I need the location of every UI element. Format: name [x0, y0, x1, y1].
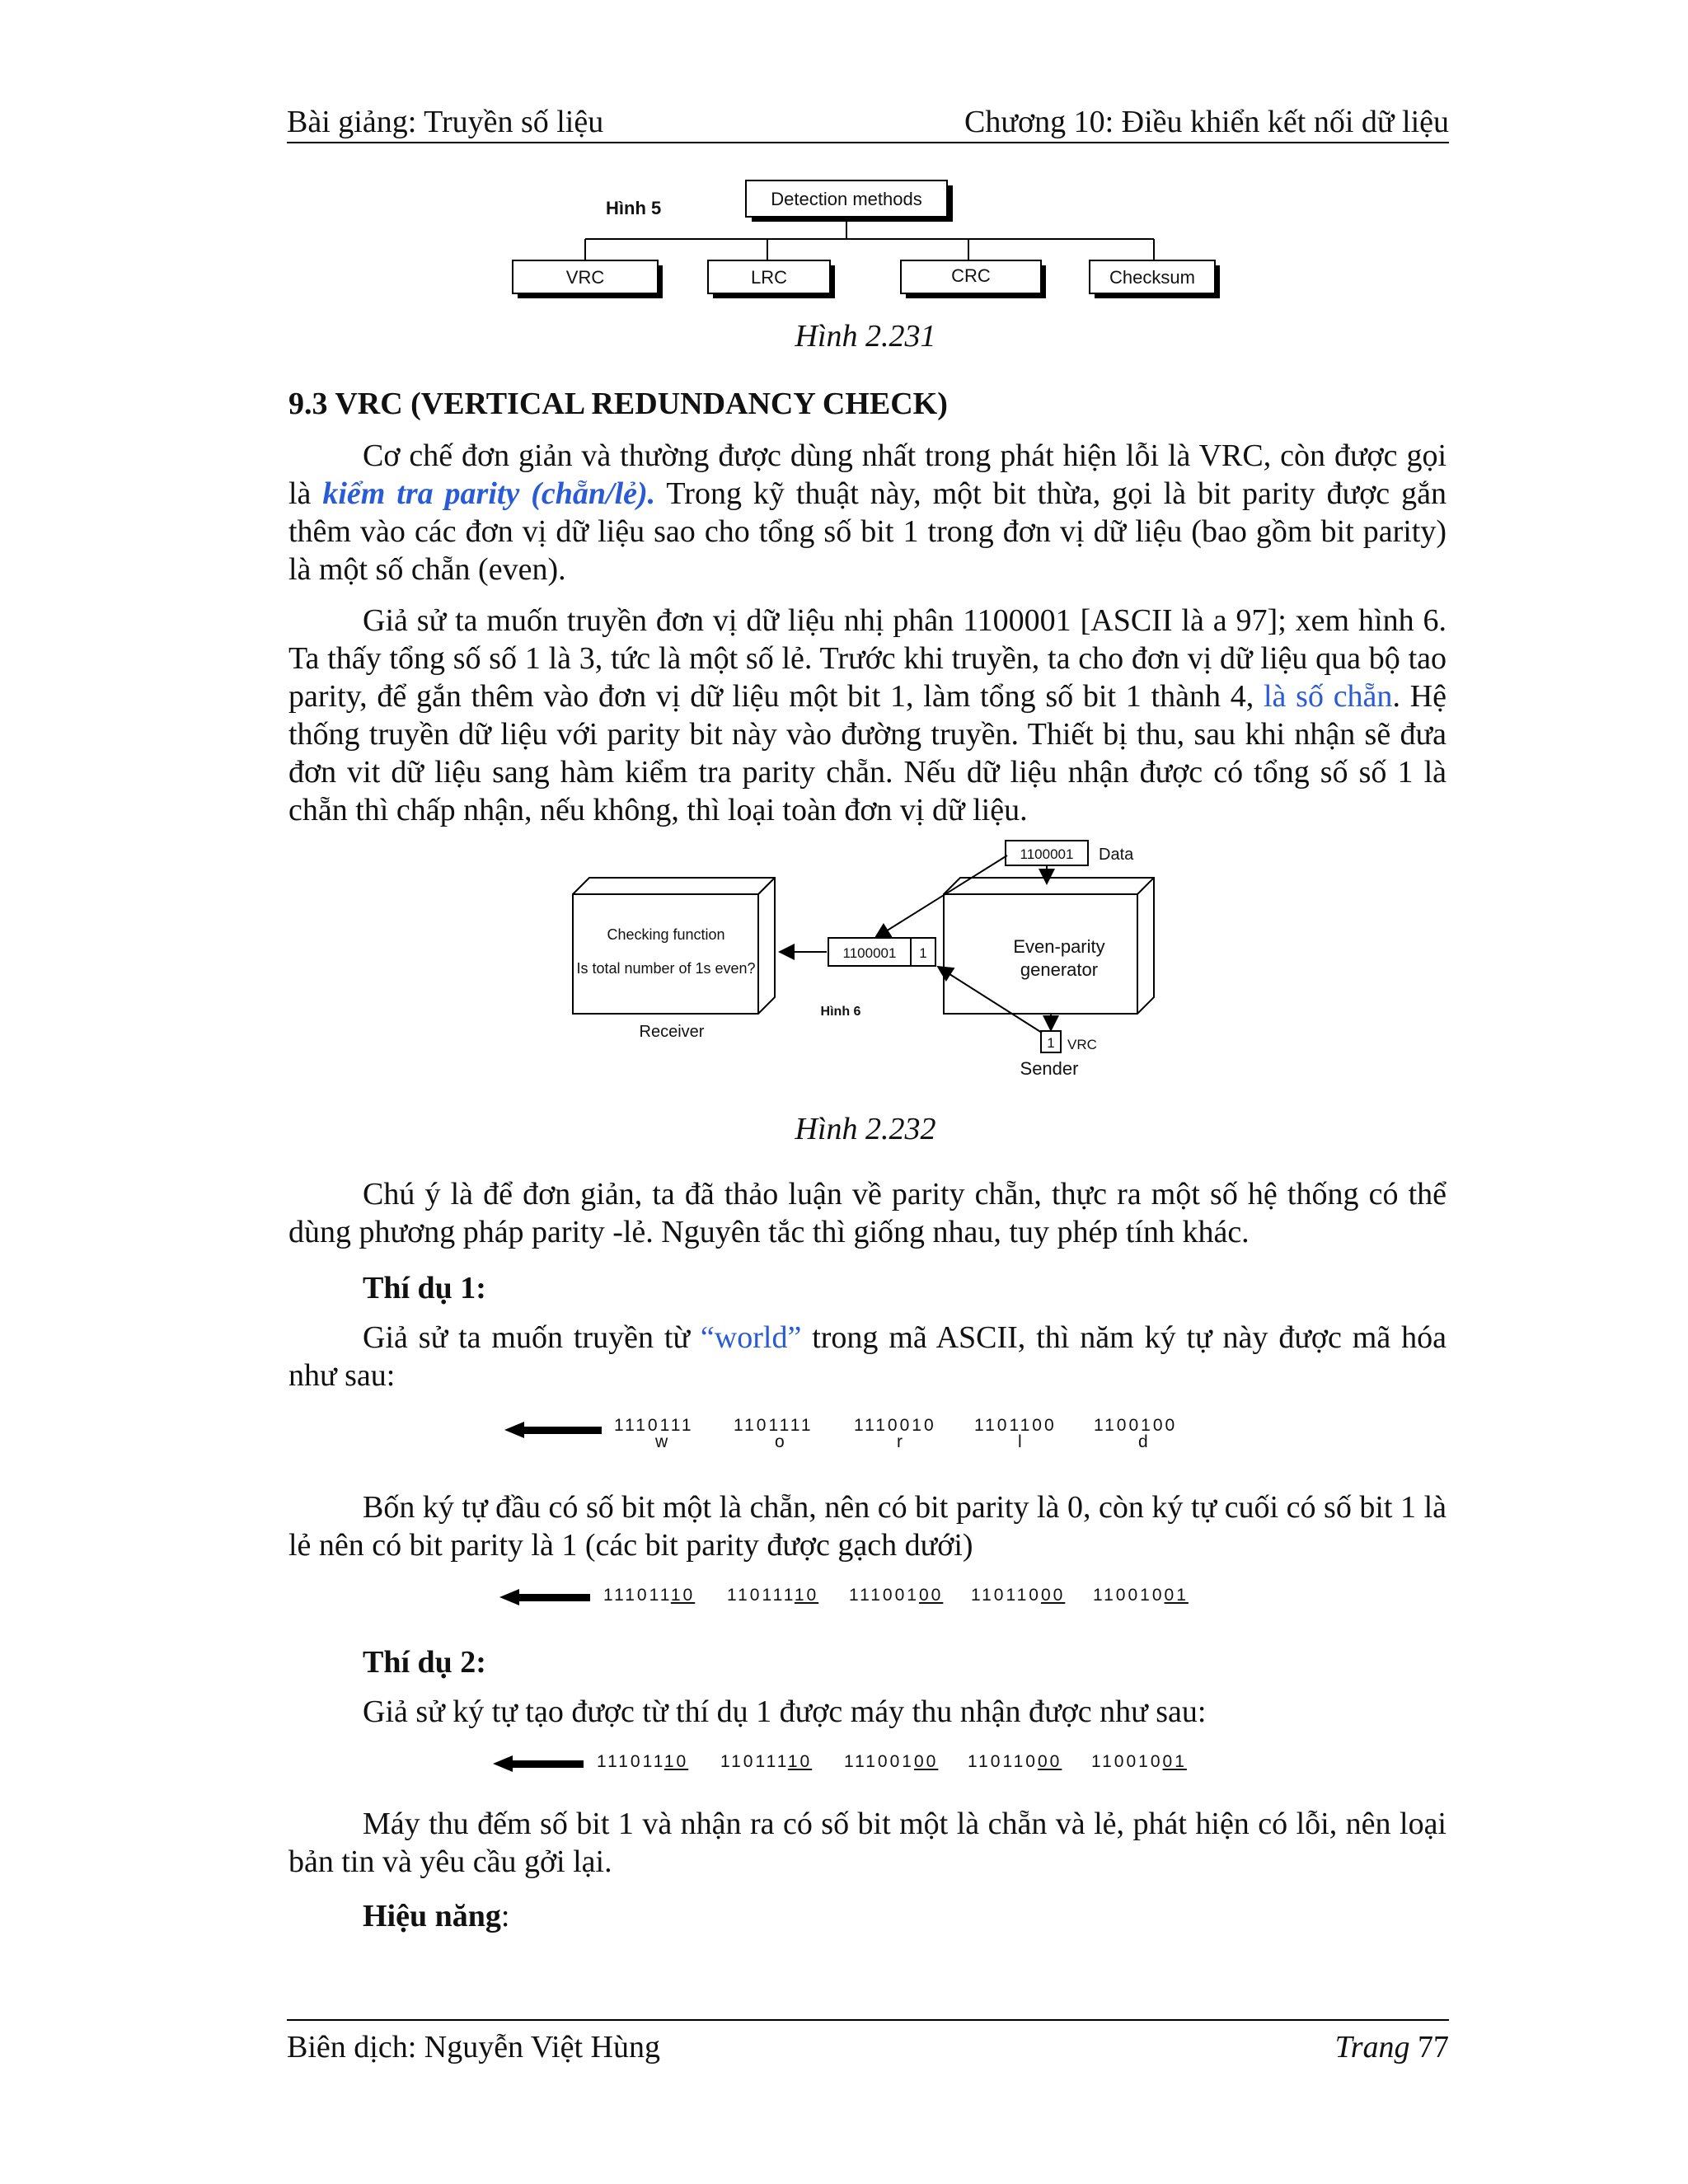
paragraph-error-detected: Máy thu đếm số bit 1 và nhận ra có số bit một là chẵn và lẻ, phát hiện có lỗi, nên loại bản tin và yêu cầu gởi lại. [288, 1807, 1447, 1879]
header-course: Bài giảng: Truyền số liệu [287, 105, 604, 139]
child-crc [901, 260, 1046, 298]
generator-line1: Even-parity [1013, 936, 1105, 957]
arrow-bar [508, 1760, 584, 1768]
footer-translator: Biên dịch: Nguyễn Việt Hùng [287, 2030, 660, 2064]
figure-6-caption: Hình 2.232 [795, 1112, 936, 1146]
code-row-3: 11101110 11011110 11100100 11011000 11001001 [597, 1752, 1187, 1771]
header-chapter: Chương 10: Điều khiển kết nối dữ liệu [964, 105, 1449, 139]
vrc-bit: 1 [1047, 1035, 1055, 1051]
data-value: 1100001 [1020, 846, 1074, 862]
receiver-label: Receiver [639, 1023, 705, 1041]
child-lrc [708, 260, 835, 298]
vrc-label: VRC [1067, 1037, 1097, 1052]
svg-text:LRC: LRC [750, 267, 788, 288]
data-label: Data [1099, 846, 1134, 864]
child-vrc [513, 260, 663, 298]
figure-5-caption: Hình 2.231 [795, 319, 936, 354]
code-l: 1101100 [974, 1416, 1057, 1435]
char-r: r [897, 1432, 905, 1451]
figure-6-diagram [569, 832, 1179, 1088]
footer-page-number: Trang 77 [1334, 2030, 1449, 2064]
svg-text:VRC: VRC [565, 267, 605, 288]
arrow-bar [519, 1427, 602, 1434]
example-2-title: Thí dụ 2: [363, 1645, 486, 1680]
child-checksum [1090, 260, 1220, 298]
term-parity-check: kiểm tra parity (chẵn/lẻ). [322, 476, 656, 511]
section-title: 9.3 VRC (VERTICAL REDUNDANCY CHECK) [288, 387, 948, 421]
performance-heading: Hiệu năng: [363, 1899, 510, 1933]
receiver-box [573, 878, 775, 1014]
code-o: 1101111 [734, 1416, 814, 1435]
page-header [287, 99, 1449, 143]
generator-line2: generator [1020, 959, 1099, 980]
example-1-title: Thí dụ 1: [363, 1271, 486, 1305]
paragraph-parity-example: Giả sử ta muốn truyền đơn vị dữ liệu nhị phân 1100001 [ASCII là a 97]; xem hình 6. Ta thấy tổng số số 1 là 3, tức là một số lẻ. Trước khi truyền, ta cho đơn vị dữ liệu qua bộ tao parity, để gắn thêm vào đơn vị dữ liệu một bit 1, làm tổng số bit 1 thành 4, là số chẵn. Hệ thống truyền dữ liệu với parity bit này vào đường truyền. Thiết bị thu, sau khi nhận sẽ đưa đơn vit dữ liệu sang hàm kiểm tra parity chẵn. Nếu dữ liệu nhận được có tổng số số 1 là chẵn thì chấp nhận, nếu không, thì loại toàn đơn vị dữ liệu. [288, 603, 1447, 827]
term-even-number: là số chẵn [1263, 679, 1393, 714]
generator-box [944, 878, 1154, 1014]
frame-bit: 1 [919, 945, 927, 961]
code-r: 1110010 [854, 1416, 936, 1435]
sender-label: Sender [1020, 1058, 1079, 1079]
checker-title: Checking function [607, 926, 725, 943]
svg-text:Checksum: Checksum [1109, 267, 1195, 288]
char-o: o [775, 1432, 787, 1451]
svg-text:CRC: CRC [951, 265, 991, 286]
frame-data: 1100001 [842, 945, 897, 961]
page-footer [287, 2019, 1449, 2079]
figure-5-tag: Hình 5 [606, 198, 662, 218]
term-world: “world” [700, 1320, 802, 1355]
root-label: Detection methods [771, 189, 922, 209]
paragraph-vrc-intro: Cơ chế đơn giản và thường được dùng nhất trong phát hiện lỗi là VRC, còn được gọi là kiểm tra parity (chẵn/lẻ). Trong kỹ thuật này, một bit thừa, gọi là bit parity được gắn thêm vào các đơn vị dữ liệu sao cho tổng số bit 1 trong đơn vị dữ liệu (bao gồm bit parity) là một số chẵn (even). [288, 438, 1447, 587]
code-row-2: 11101110 11011110 11100100 11011000 11001001 [603, 1586, 1189, 1605]
paragraph-example-2: Giả sử ký tự tạo được từ thí dụ 1 được máy thu nhận được như sau: [363, 1694, 1207, 1729]
figure-5-tree [495, 173, 1236, 305]
figure-6-tag: Hình 6 [820, 1005, 861, 1019]
code-w: 1110111 [614, 1416, 694, 1435]
char-d: d [1138, 1432, 1151, 1451]
paragraph-example-1: Giả sử ta muốn truyền từ “world” trong mã ASCII, thì năm ký tự này được mã hóa như sau: [288, 1320, 1447, 1393]
char-w: w [655, 1432, 671, 1451]
char-l: l [1018, 1432, 1025, 1451]
code-row-1 [614, 1416, 1240, 1457]
paragraph-parity-bits: Bốn ký tự đầu có số bit một là chẵn, nên có bit parity là 0, còn ký tự cuối có số bit 1 là lẻ nên có bit parity là 1 (các bit parity được gạch dưới) [288, 1490, 1447, 1563]
paragraph-odd-parity-note: Chú ý là để đơn giản, ta đã thảo luận về parity chẵn, thực ra một số hệ thống có thể dùng phương pháp parity -lẻ. Nguyên tắc thì giống nhau, tuy phép tính khác. [288, 1177, 1447, 1249]
checker-question: Is total number of 1s even? [576, 960, 756, 977]
arrow-bar [514, 1594, 590, 1601]
code-d: 1100100 [1094, 1416, 1178, 1435]
